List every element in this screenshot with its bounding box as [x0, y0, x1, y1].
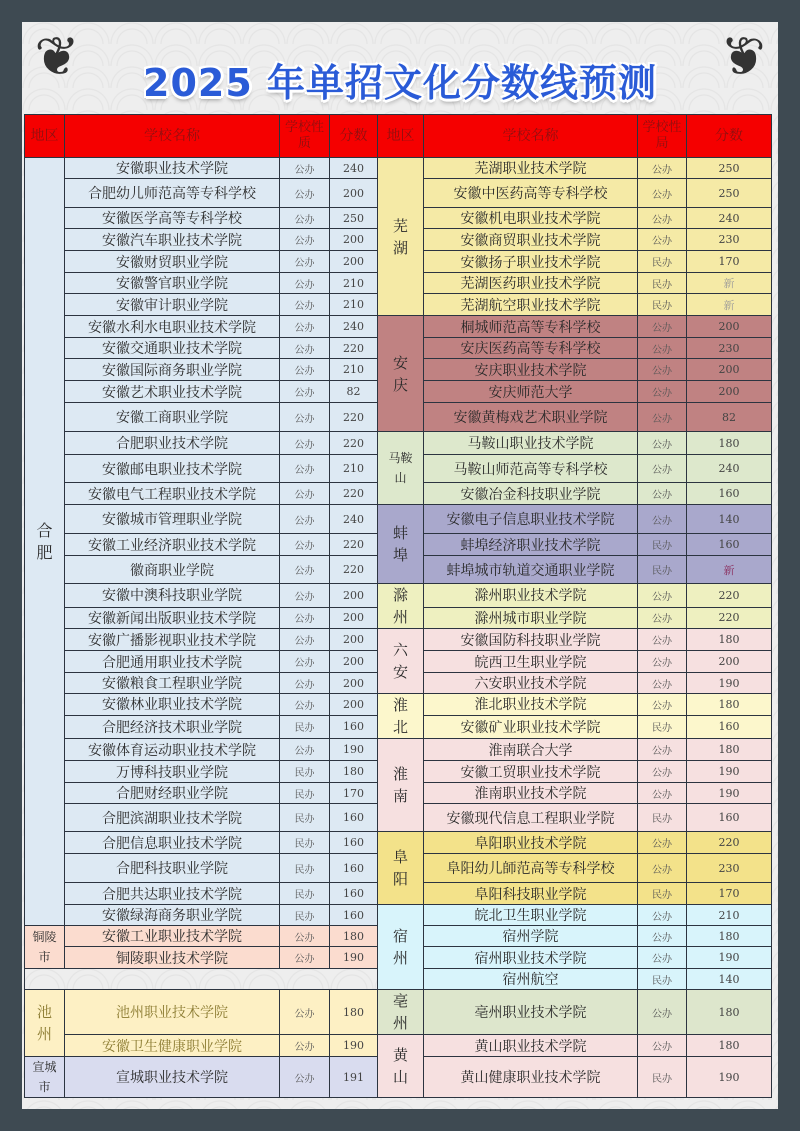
school-score: 190: [330, 739, 378, 761]
school-type: 公办: [280, 338, 330, 359]
school-name: 黄山职业技术学院: [424, 1035, 638, 1057]
school-type: 民办: [638, 969, 687, 990]
school-name: 安徽商贸职业技术学院: [424, 229, 638, 251]
school-score: 200: [687, 316, 772, 338]
region-cell: [25, 1057, 65, 1098]
school-score: 200: [687, 359, 772, 381]
region-label: 铜陵市: [32, 930, 57, 964]
school-type: 公办: [638, 761, 687, 783]
page-title: 2025 年单招文化分数线预测: [143, 61, 657, 105]
region-cell: [378, 990, 424, 1035]
table-row: [25, 584, 772, 608]
school-name: 安徽电气工程职业技术学院: [65, 483, 280, 505]
school-score: 180: [687, 432, 772, 455]
school-name: 安徽医学高等专科学校: [65, 208, 280, 229]
school-name: 芜湖医药职业技术学院: [424, 273, 638, 294]
school-name: 安徽艺术职业技术学院: [65, 381, 280, 403]
header-score: 分数: [330, 115, 378, 158]
school-name: 马鞍山职业技术学院: [424, 432, 638, 455]
school-name: 蚌埠城市轨道交通职业学院: [424, 556, 638, 584]
header-score: 分数: [687, 115, 772, 158]
school-name: 安徽警官职业学院: [65, 273, 280, 294]
school-name: 淮南联合大学: [424, 739, 638, 761]
school-score: 191: [330, 1057, 378, 1098]
school-score: 230: [687, 854, 772, 883]
school-type: 民办: [638, 251, 687, 273]
school-type: 公办: [280, 1035, 330, 1057]
school-score: 180: [687, 1035, 772, 1057]
school-score: 160: [330, 832, 378, 854]
school-score: 200: [330, 229, 378, 251]
school-name: 安徽交通职业技术学院: [65, 338, 280, 359]
school-type: 公办: [280, 556, 330, 584]
school-score: 200: [330, 607, 378, 628]
school-name: 合肥职业技术学院: [65, 432, 280, 455]
school-type: 公办: [280, 607, 330, 628]
school-type: 公办: [280, 1057, 330, 1098]
school-name: 铜陵职业技术学院: [65, 947, 280, 969]
school-score: 140: [687, 505, 772, 534]
school-name: 安徽财贸职业学院: [65, 251, 280, 273]
school-name: 马鞍山师范高等专科学校: [424, 455, 638, 483]
table-row: [25, 905, 772, 926]
table-row: [25, 739, 772, 761]
school-name: 合肥滨湖职业技术学院: [65, 804, 280, 832]
school-score: 160: [330, 804, 378, 832]
school-score: 220: [330, 556, 378, 584]
region-cell: [378, 432, 424, 505]
school-type: 民办: [280, 715, 330, 738]
school-score: 210: [330, 359, 378, 381]
school-score: 200: [687, 651, 772, 673]
school-score: 200: [330, 584, 378, 608]
school-name: 安徽职业技术学院: [65, 158, 280, 179]
school-type: 民办: [280, 854, 330, 883]
school-type: 民办: [280, 761, 330, 783]
school-score: 170: [687, 883, 772, 905]
region-label: 芜湖: [393, 216, 409, 257]
region-cell: [378, 694, 424, 739]
table-row: [25, 505, 772, 534]
school-score: 240: [687, 208, 772, 229]
school-type: 民办: [638, 1057, 687, 1098]
school-type: 民办: [280, 804, 330, 832]
school-type: 公办: [280, 208, 330, 229]
region-label: 亳州: [393, 992, 409, 1032]
school-type: 公办: [638, 158, 687, 179]
school-type: 公办: [638, 905, 687, 926]
school-name: 合肥科技职业学院: [65, 854, 280, 883]
school-score: 180: [687, 629, 772, 651]
school-type: 公办: [638, 673, 687, 694]
school-type: 公办: [280, 179, 330, 208]
school-type: 公办: [638, 229, 687, 251]
school-name: 安徽工业经济职业技术学院: [65, 534, 280, 556]
school-type: 公办: [280, 651, 330, 673]
school-name: 安徽冶金科技职业学院: [424, 483, 638, 505]
region-label: 马鞍山: [388, 451, 413, 485]
school-name: 安徽机电职业技术学院: [424, 208, 638, 229]
school-type: 民办: [638, 883, 687, 905]
school-type: 公办: [638, 316, 687, 338]
school-type: 公办: [280, 294, 330, 316]
school-score: 190: [687, 947, 772, 969]
school-name: 安徽林业职业技术学院: [65, 694, 280, 716]
school-name: 宣城职业技术学院: [65, 1057, 280, 1098]
region-cell: [378, 316, 424, 432]
school-score: 190: [687, 673, 772, 694]
school-name: 安徽卫生健康职业学院: [65, 1035, 280, 1057]
school-type: 公办: [638, 208, 687, 229]
school-name: 六安职业技术学院: [424, 673, 638, 694]
school-type: 公办: [280, 739, 330, 761]
school-type: 民办: [280, 905, 330, 926]
region-label: 蚌埠: [393, 524, 409, 564]
school-name: 安徽中医药高等专科学校: [424, 179, 638, 208]
school-name: 合肥信息职业技术学院: [65, 832, 280, 854]
school-score: 160: [687, 804, 772, 832]
school-name: 阜阳幼儿師范高等专科学校: [424, 854, 638, 883]
header-school-name: 学校名称: [424, 115, 638, 158]
school-name: 万博科技职业学院: [65, 761, 280, 783]
school-type: 民办: [280, 883, 330, 905]
school-score: 140: [687, 969, 772, 990]
school-score: 160: [687, 715, 772, 738]
table-row: [25, 629, 772, 651]
school-type: 公办: [638, 432, 687, 455]
school-score: 240: [330, 158, 378, 179]
region-cell: [378, 584, 424, 629]
school-name: 安徽现代信息工程职业学院: [424, 804, 638, 832]
school-score: 230: [687, 229, 772, 251]
school-score: 250: [687, 158, 772, 179]
school-type: 民办: [638, 534, 687, 556]
school-name: 芜湖职业技术学院: [424, 158, 638, 179]
school-name: 安徽邮电职业技术学院: [65, 455, 280, 483]
school-score: 160: [687, 483, 772, 505]
header-region: 地区: [378, 115, 424, 158]
school-type: 公办: [280, 990, 330, 1035]
school-type: 公办: [638, 629, 687, 651]
region-label: 安庆: [393, 353, 409, 394]
school-name: 安徽国防科技职业学院: [424, 629, 638, 651]
school-name: 合肥经济技术职业学院: [65, 715, 280, 738]
school-name: 滁州职业技术学院: [424, 584, 638, 608]
table-row: [25, 432, 772, 455]
school-score: 220: [687, 584, 772, 608]
region-cell: [378, 1035, 424, 1098]
school-score: 250: [687, 179, 772, 208]
school-name: 安徽扬子职业技术学院: [424, 251, 638, 273]
header-school-name: 学校名称: [65, 115, 280, 158]
school-score: 160: [687, 534, 772, 556]
school-type: 公办: [280, 694, 330, 716]
school-name: 安庆职业技术学院: [424, 359, 638, 381]
school-name: 阜阳职业技术学院: [424, 832, 638, 854]
school-type: 公办: [638, 359, 687, 381]
header-school-type: 学校性局: [638, 115, 687, 158]
school-score: 190: [330, 947, 378, 969]
ornament-corner-icon: ❦: [34, 25, 80, 88]
school-name: 安徽粮食工程职业学院: [65, 673, 280, 694]
school-name: 安庆师范大学: [424, 381, 638, 403]
school-name: 芜湖航空职业技术学院: [424, 294, 638, 316]
school-score: 190: [687, 1057, 772, 1098]
school-score: 180: [687, 926, 772, 947]
school-name: 安徽矿业职业技术学院: [424, 715, 638, 738]
school-type: 公办: [638, 505, 687, 534]
school-score: 160: [330, 715, 378, 738]
header-school-type: 学校性质: [280, 115, 330, 158]
school-type: 公办: [280, 483, 330, 505]
school-score: 220: [330, 534, 378, 556]
school-score: 220: [687, 607, 772, 628]
school-score: 210: [330, 455, 378, 483]
school-score: 200: [330, 629, 378, 651]
school-type: 公办: [638, 483, 687, 505]
school-type: 公办: [280, 359, 330, 381]
empty-row: [25, 969, 378, 990]
region-cell: [378, 629, 424, 694]
school-type: 公办: [280, 316, 330, 338]
region-label: 阜阳: [393, 848, 409, 888]
score-table: [24, 114, 772, 1098]
school-type: 公办: [638, 832, 687, 854]
region-cell: [25, 926, 65, 969]
school-type: 公办: [280, 947, 330, 969]
school-type: 公办: [638, 381, 687, 403]
school-score: 82: [687, 403, 772, 432]
school-name: 安徽水利水电职业技术学院: [65, 316, 280, 338]
school-type: 公办: [280, 273, 330, 294]
school-score: 240: [330, 316, 378, 338]
school-name: 安徽工贸职业技术学院: [424, 761, 638, 783]
table-row: [25, 990, 772, 1035]
school-score: 180: [330, 926, 378, 947]
school-name: 安徽绿海商务职业学院: [65, 905, 280, 926]
school-name: 阜阳科技职业学院: [424, 883, 638, 905]
school-score: 210: [330, 294, 378, 316]
school-type: 民办: [638, 715, 687, 738]
school-score: 220: [330, 338, 378, 359]
school-type: 公办: [638, 584, 687, 608]
school-name: 池州职业技术学院: [65, 990, 280, 1035]
school-score: 190: [687, 783, 772, 804]
region-cell: [378, 739, 424, 832]
school-name: 安徽工商职业学院: [65, 403, 280, 432]
school-score: 200: [330, 694, 378, 716]
school-score: 250: [330, 208, 378, 229]
school-type: 公办: [638, 739, 687, 761]
school-score: 170: [687, 251, 772, 273]
school-name: 亳州职业技术学院: [424, 990, 638, 1035]
school-score: 180: [687, 990, 772, 1035]
school-score: 200: [330, 179, 378, 208]
school-type: 公办: [280, 584, 330, 608]
school-name: 徽商职业学院: [65, 556, 280, 584]
school-type: 公办: [638, 403, 687, 432]
school-type: 公办: [638, 990, 687, 1035]
school-score: 200: [687, 381, 772, 403]
school-name: 皖北卫生职业学院: [424, 905, 638, 926]
region-cell: [378, 832, 424, 905]
school-name: 安徽广播影视职业技术学院: [65, 629, 280, 651]
school-type: 公办: [638, 783, 687, 804]
table-row: [25, 158, 772, 179]
school-score: 180: [330, 990, 378, 1035]
school-score: 190: [687, 761, 772, 783]
region-cell: [378, 158, 424, 316]
school-name: 安徽城市管理职业学院: [65, 505, 280, 534]
school-name: 安徽国际商务职业学院: [65, 359, 280, 381]
school-name: 淮北职业技术学院: [424, 694, 638, 716]
school-name: 宿州航空: [424, 969, 638, 990]
school-type: 公办: [638, 694, 687, 716]
school-type: 公办: [638, 947, 687, 969]
region-label: 池州: [37, 1003, 53, 1043]
school-name: 安徽新闻出版职业技术学院: [65, 607, 280, 628]
school-type: 公办: [638, 854, 687, 883]
school-score: 210: [330, 273, 378, 294]
school-score: 180: [687, 739, 772, 761]
school-score: 新: [687, 556, 772, 584]
school-type: 民办: [638, 273, 687, 294]
region-label: 宣城市: [32, 1060, 57, 1094]
school-name: 合肥幼儿师范高等专科学校: [65, 179, 280, 208]
school-type: 民办: [280, 783, 330, 804]
region-cell: [25, 990, 65, 1057]
school-score: 190: [330, 1035, 378, 1057]
school-type: 公办: [280, 251, 330, 273]
table-row: [25, 832, 772, 854]
school-type: 民办: [280, 832, 330, 854]
school-score: 240: [330, 505, 378, 534]
school-score: 82: [330, 381, 378, 403]
school-score: 210: [687, 905, 772, 926]
school-type: 公办: [638, 179, 687, 208]
school-score: 220: [330, 403, 378, 432]
school-name: 安徽中澳科技职业学院: [65, 584, 280, 608]
school-score: 220: [330, 432, 378, 455]
region-cell: [378, 905, 424, 990]
school-score: 160: [330, 854, 378, 883]
school-score: 160: [330, 905, 378, 926]
school-type: 民办: [638, 804, 687, 832]
school-type: 公办: [280, 229, 330, 251]
school-name: 滁州城市职业学院: [424, 607, 638, 628]
school-score: 220: [687, 832, 772, 854]
school-name: 安徽汽车职业技术学院: [65, 229, 280, 251]
school-type: 公办: [280, 432, 330, 455]
region-label: 滁州: [393, 586, 409, 626]
school-type: 公办: [280, 673, 330, 694]
region-cell: [25, 158, 65, 926]
school-name: 安徽电子信息职业技术学院: [424, 505, 638, 534]
region-label: 黄山: [393, 1046, 409, 1086]
school-type: 民办: [638, 294, 687, 316]
school-type: 公办: [280, 534, 330, 556]
school-type: 公办: [280, 505, 330, 534]
school-name: 黄山健康职业技术学院: [424, 1057, 638, 1098]
school-type: 公办: [638, 926, 687, 947]
school-score: 200: [330, 673, 378, 694]
school-name: 淮南职业技术学院: [424, 783, 638, 804]
school-type: 公办: [280, 403, 330, 432]
region-label: 合肥: [36, 520, 53, 562]
ornament-corner-icon: ❦: [720, 25, 766, 88]
school-type: 公办: [280, 926, 330, 947]
region-label: 淮北: [393, 696, 409, 736]
school-score: 220: [330, 483, 378, 505]
school-name: 宿州学院: [424, 926, 638, 947]
header-region: 地区: [25, 115, 65, 158]
school-name: 皖西卫生职业学院: [424, 651, 638, 673]
school-score: 160: [330, 883, 378, 905]
school-score: 新: [687, 273, 772, 294]
region-label: 宿州: [393, 927, 409, 967]
school-score: 240: [687, 455, 772, 483]
school-name: 宿州职业技术学院: [424, 947, 638, 969]
region-label: 六安: [393, 641, 409, 681]
school-name: 安徽体育运动职业技术学院: [65, 739, 280, 761]
school-score: 230: [687, 338, 772, 359]
region-cell: [378, 505, 424, 584]
school-type: 民办: [638, 556, 687, 584]
school-type: 公办: [638, 455, 687, 483]
school-name: 安徽黄梅戏艺术职业学院: [424, 403, 638, 432]
school-name: 合肥财经职业学院: [65, 783, 280, 804]
school-type: 公办: [280, 158, 330, 179]
school-type: 公办: [638, 607, 687, 628]
region-label: 淮南: [393, 765, 409, 805]
school-score: 170: [330, 783, 378, 804]
school-score: 200: [330, 651, 378, 673]
school-type: 公办: [280, 381, 330, 403]
school-name: 安庆医药高等专科学校: [424, 338, 638, 359]
school-name: 安徽审计职业学院: [65, 294, 280, 316]
school-type: 公办: [638, 1035, 687, 1057]
school-type: 公办: [638, 651, 687, 673]
school-score: 新: [687, 294, 772, 316]
table-row: [25, 316, 772, 338]
school-name: 安徽工业职业技术学院: [65, 926, 280, 947]
school-name: 合肥通用职业技术学院: [65, 651, 280, 673]
school-type: 公办: [638, 338, 687, 359]
school-name: 桐城师范高等专科学校: [424, 316, 638, 338]
school-name: 合肥共达职业技术学院: [65, 883, 280, 905]
school-name: 蚌埠经济职业技术学院: [424, 534, 638, 556]
table-row: [25, 1035, 772, 1057]
school-type: 公办: [280, 455, 330, 483]
table-row: [25, 694, 772, 716]
school-score: 200: [330, 251, 378, 273]
school-score: 180: [687, 694, 772, 716]
school-type: 公办: [280, 629, 330, 651]
table-header-row: [25, 115, 772, 158]
school-score: 180: [330, 761, 378, 783]
